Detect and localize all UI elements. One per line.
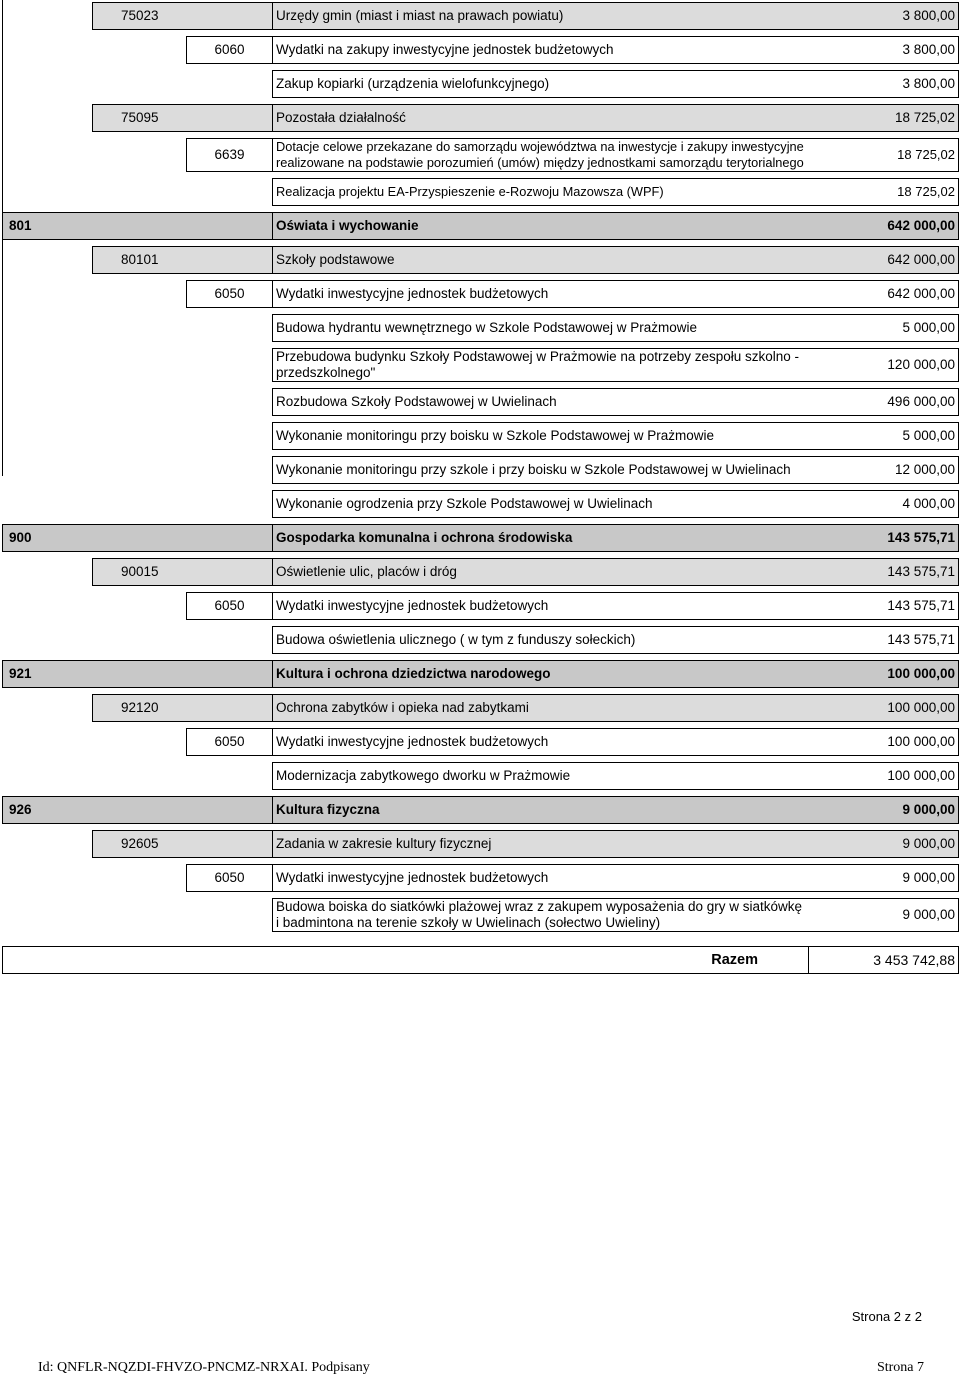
amount-cell: 12 000,00: [809, 457, 959, 484]
rozdzial-cell: [93, 457, 187, 484]
row-spacer: [3, 586, 959, 593]
dzial-cell: [3, 729, 93, 756]
budget-row: [3, 457, 959, 484]
budget-row: [3, 831, 959, 858]
name-cell: Urzędy gmin (miast i miast na prawach powiatu): [273, 3, 809, 30]
dzial-cell: [3, 559, 93, 586]
dzial-cell: [3, 865, 93, 892]
rozdzial-cell: [93, 899, 187, 932]
paragraf-cell: [187, 831, 273, 858]
budget-row: [3, 695, 959, 722]
amount-cell: 143 575,71: [809, 627, 959, 654]
name-cell: Wydatki inwestycyjne jednostek budżetowych: [273, 729, 809, 756]
dzial-cell: [3, 491, 93, 518]
name-cell: Ochrona zabytków i opieka nad zabytkami: [273, 695, 809, 722]
row-spacer: [3, 756, 959, 763]
amount-cell: 642 000,00: [809, 247, 959, 274]
name-cell: Wydatki inwestycyjne jednostek budżetowych: [273, 281, 809, 308]
dzial-cell: 801: [3, 213, 93, 240]
rozdzial-cell: [93, 797, 187, 824]
amount-cell: 5 000,00: [809, 423, 959, 450]
name-cell: Wykonanie monitoringu przy szkole i przy boisku w Szkole Podstawowej w Uwielinach: [273, 457, 809, 484]
paragraf-cell: [187, 3, 273, 30]
amount-cell: 642 000,00: [809, 213, 959, 240]
amount-cell: 100 000,00: [809, 695, 959, 722]
paragraf-cell: [187, 349, 273, 382]
dzial-cell: [3, 831, 93, 858]
budget-row: [3, 3, 959, 30]
amount-cell: 143 575,71: [809, 525, 959, 552]
name-cell: Wykonanie monitoringu przy boisku w Szkole Podstawowej w Prażmowie: [273, 423, 809, 450]
name-cell: Zakup kopiarki (urządzenia wielofunkcyjnego): [273, 71, 809, 98]
rozdzial-cell: [93, 423, 187, 450]
row-spacer: [3, 790, 959, 797]
row-spacer: [3, 382, 959, 389]
page-strona: Strona 7: [876, 1360, 924, 1375]
row-spacer: [3, 308, 959, 315]
amount-cell: 3 800,00: [809, 71, 959, 98]
amount-cell: 100 000,00: [809, 763, 959, 790]
row-spacer: [3, 824, 959, 831]
paragraf-cell: [187, 457, 273, 484]
amount-cell: 18 725,02: [809, 105, 959, 132]
budget-row: [3, 559, 959, 586]
budget-row: [3, 729, 959, 756]
paragraf-cell: [187, 71, 273, 98]
budget-row: [3, 139, 959, 172]
rozdzial-cell: 80101: [93, 247, 187, 274]
paragraf-cell: 6050: [187, 729, 273, 756]
paragraf-cell: [187, 423, 273, 450]
paragraf-cell: [187, 247, 273, 274]
name-cell: Zadania w zakresie kultury fizycznej: [273, 831, 809, 858]
rozdzial-cell: [93, 525, 187, 552]
name-cell: Realizacja projektu EA-Przyspieszenie e-Rozwoju Mazowsza (WPF): [273, 179, 809, 206]
rozdzial-cell: [93, 593, 187, 620]
paragraf-cell: 6060: [187, 37, 273, 64]
dzial-cell: [3, 349, 93, 382]
amount-cell: 100 000,00: [809, 729, 959, 756]
name-cell: Przebudowa budynku Szkoły Podstawowej w Prażmowie na potrzeby zespołu szkolno - przedszkolnego": [273, 349, 809, 382]
name-cell: Dotacje celowe przekazane do samorządu województwa na inwestycje i zakupy inwestycyjne realizowane na podstawie porozumień (umów) między jednostkami samorządu terytorialnego: [273, 139, 809, 172]
rozdzial-cell: 75023: [93, 3, 187, 30]
name-cell: Szkoły podstawowe: [273, 247, 809, 274]
row-spacer: [3, 688, 959, 695]
dzial-cell: [3, 105, 93, 132]
amount-cell: 3 800,00: [809, 37, 959, 64]
dzial-cell: [3, 763, 93, 790]
paragraf-cell: [187, 525, 273, 552]
dzial-cell: [3, 899, 93, 932]
name-cell: Wydatki inwestycyjne jednostek budżetowych: [273, 593, 809, 620]
paragraf-cell: [187, 559, 273, 586]
budget-row: [3, 865, 959, 892]
row-spacer: [3, 172, 959, 179]
paragraf-cell: [187, 389, 273, 416]
row-spacer: [3, 552, 959, 559]
rozdzial-cell: [93, 179, 187, 206]
paragraf-cell: 6050: [187, 281, 273, 308]
row-spacer: [3, 30, 959, 37]
name-cell: Rozbudowa Szkoły Podstawowej w Uwielinach: [273, 389, 809, 416]
rozdzial-cell: [93, 491, 187, 518]
amount-cell: 642 000,00: [809, 281, 959, 308]
rozdzial-cell: [93, 349, 187, 382]
budget-row: [3, 37, 959, 64]
rozdzial-cell: [93, 763, 187, 790]
amount-cell: 5 000,00: [809, 315, 959, 342]
paragraf-cell: [187, 491, 273, 518]
name-cell: Wydatki inwestycyjne jednostek budżetowych: [273, 865, 809, 892]
budget-row: [3, 525, 959, 552]
row-spacer: [3, 206, 959, 213]
row-spacer: [3, 132, 959, 139]
dzial-cell: 926: [3, 797, 93, 824]
rozdzial-cell: [93, 37, 187, 64]
rozdzial-cell: 75095: [93, 105, 187, 132]
paragraf-cell: 6050: [187, 593, 273, 620]
budget-row: [3, 593, 959, 620]
row-spacer: [3, 518, 959, 525]
summary-label: Razem: [3, 947, 809, 974]
name-cell: Oświetlenie ulic, placów i dróg: [273, 559, 809, 586]
row-spacer: [3, 98, 959, 105]
amount-cell: 9 000,00: [809, 831, 959, 858]
row-spacer: [3, 342, 959, 349]
row-spacer: [3, 620, 959, 627]
amount-cell: 4 000,00: [809, 491, 959, 518]
budget-row: [3, 899, 959, 932]
paragraf-cell: 6639: [187, 139, 273, 172]
rozdzial-cell: [93, 661, 187, 688]
summary-table: [2, 946, 959, 974]
row-spacer: [3, 654, 959, 661]
amount-cell: 120 000,00: [809, 349, 959, 382]
paragraf-cell: [187, 105, 273, 132]
dzial-cell: [3, 627, 93, 654]
budget-row: [3, 315, 959, 342]
rozdzial-cell: [93, 315, 187, 342]
row-spacer: [3, 64, 959, 71]
amount-cell: 496 000,00: [809, 389, 959, 416]
row-spacer: [3, 450, 959, 457]
row-spacer: [3, 416, 959, 423]
name-cell: Kultura fizyczna: [273, 797, 809, 824]
rozdzial-cell: [93, 865, 187, 892]
name-cell: Wykonanie ogrodzenia przy Szkole Podstawowej w Uwielinach: [273, 491, 809, 518]
row-spacer: [3, 858, 959, 865]
budget-row: [3, 763, 959, 790]
paragraf-cell: [187, 695, 273, 722]
rozdzial-cell: [93, 389, 187, 416]
budget-row: [3, 389, 959, 416]
dzial-cell: [3, 71, 93, 98]
summary-amount: 3 453 742,88: [809, 947, 959, 974]
dzial-cell: [3, 389, 93, 416]
paragraf-cell: [187, 627, 273, 654]
rozdzial-cell: [93, 281, 187, 308]
dzial-cell: [3, 457, 93, 484]
amount-cell: 18 725,02: [809, 179, 959, 206]
paragraf-cell: [187, 797, 273, 824]
paragraf-cell: [187, 763, 273, 790]
name-cell: Budowa boiska do siatkówki plażowej wraz z zakupem wyposażenia do gry w siatkówkę i badmintona na terenie szkoły w Uwielinach (sołectwo Uwieliny): [273, 899, 809, 932]
paragraf-cell: [187, 661, 273, 688]
amount-cell: 18 725,02: [809, 139, 959, 172]
rozdzial-cell: [93, 729, 187, 756]
row-spacer: [3, 274, 959, 281]
name-cell: Kultura i ochrona dziedzictwa narodowego: [273, 661, 809, 688]
dzial-cell: [3, 247, 93, 274]
budget-row: [3, 661, 959, 688]
row-spacer: [3, 240, 959, 247]
budget-table: [2, 2, 959, 932]
rozdzial-cell: [93, 213, 187, 240]
amount-cell: 9 000,00: [809, 865, 959, 892]
budget-row: [3, 71, 959, 98]
page-number: Strona 2 z 2: [851, 1309, 922, 1324]
amount-cell: 3 800,00: [809, 3, 959, 30]
dzial-cell: [3, 315, 93, 342]
dzial-cell: [3, 37, 93, 64]
row-spacer: [3, 484, 959, 491]
budget-row: [3, 423, 959, 450]
budget-row: [3, 627, 959, 654]
amount-cell: 9 000,00: [809, 899, 959, 932]
name-cell: Budowa hydrantu wewnętrznego w Szkole Podstawowej w Prażmowie: [273, 315, 809, 342]
name-cell: Wydatki na zakupy inwestycyjne jednostek budżetowych: [273, 37, 809, 64]
budget-row: [3, 179, 959, 206]
paragraf-cell: [187, 213, 273, 240]
rozdzial-cell: [93, 627, 187, 654]
name-cell: Budowa oświetlenia ulicznego ( w tym z funduszy sołeckich): [273, 627, 809, 654]
amount-cell: 100 000,00: [809, 661, 959, 688]
name-cell: Modernizacja zabytkowego dworku w Prażmowie: [273, 763, 809, 790]
dzial-cell: [3, 593, 93, 620]
budget-row: [3, 349, 959, 382]
paragraf-cell: 6050: [187, 865, 273, 892]
document-id: Id: QNFLR-NQZDI-FHVZO-PNCMZ-NRXAI. Podpisany: [38, 1360, 370, 1375]
dzial-cell: [3, 3, 93, 30]
budget-row: [3, 797, 959, 824]
name-cell: Oświata i wychowanie: [273, 213, 809, 240]
paragraf-cell: [187, 179, 273, 206]
amount-cell: 143 575,71: [809, 593, 959, 620]
dzial-cell: 900: [3, 525, 93, 552]
amount-cell: 143 575,71: [809, 559, 959, 586]
row-spacer: [3, 892, 959, 899]
name-cell: Pozostała działalność: [273, 105, 809, 132]
dzial-cell: [3, 179, 93, 206]
summary-row: [3, 947, 959, 974]
dzial-cell: [3, 281, 93, 308]
paragraf-cell: [187, 315, 273, 342]
rozdzial-cell: 92605: [93, 831, 187, 858]
dzial-cell: [3, 423, 93, 450]
row-spacer: [3, 722, 959, 729]
dzial-cell: [3, 695, 93, 722]
rozdzial-cell: [93, 139, 187, 172]
paragraf-cell: [187, 899, 273, 932]
budget-row: [3, 491, 959, 518]
dzial-cell: [3, 139, 93, 172]
budget-row: [3, 213, 959, 240]
budget-row: [3, 105, 959, 132]
dzial-cell: 921: [3, 661, 93, 688]
rozdzial-cell: 90015: [93, 559, 187, 586]
budget-row: [3, 247, 959, 274]
name-cell: Gospodarka komunalna i ochrona środowiska: [273, 525, 809, 552]
rozdzial-cell: 92120: [93, 695, 187, 722]
amount-cell: 9 000,00: [809, 797, 959, 824]
budget-row: [3, 281, 959, 308]
rozdzial-cell: [93, 71, 187, 98]
